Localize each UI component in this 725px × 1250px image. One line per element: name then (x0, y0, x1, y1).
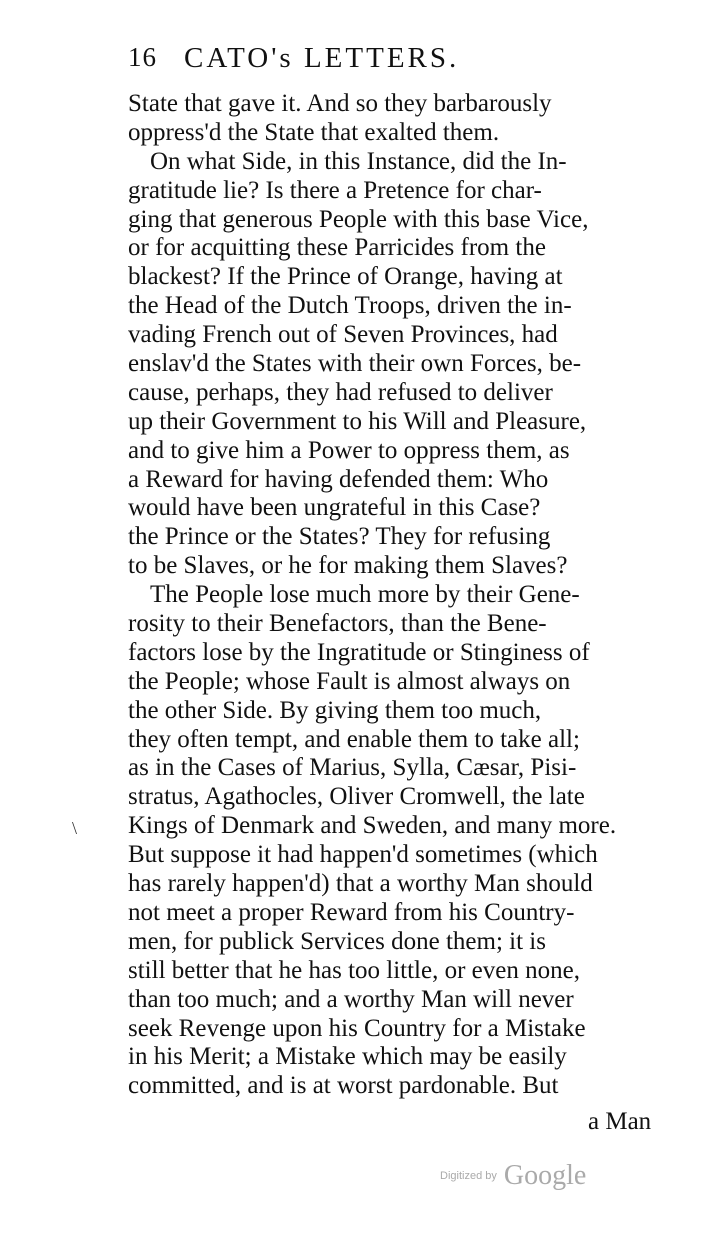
text-line: the Head of the Dutch Troops, driven the in- (128, 292, 572, 320)
text-line: State that gave it. And so they barbarously (128, 90, 552, 117)
page-number: 16 (128, 42, 157, 72)
text-line: cause, perhaps, they had refused to deliver (128, 378, 553, 406)
text-line: or for acquitting these Parricides from the (128, 234, 546, 262)
body-text (128, 90, 688, 1101)
text-line: On what Side, in this Instance, did the In- (150, 147, 567, 175)
page-header (128, 42, 598, 82)
text-line: blackest? If the Prince of Orange, having at (128, 263, 563, 291)
text-line: enslav'd the States with their own Forces, be- (128, 350, 582, 378)
text-line: seek Revenge upon his Country for a Mistake (128, 1014, 586, 1042)
digitized-watermark (440, 1160, 586, 1192)
text-line: not meet a proper Reward from his Country- (128, 898, 575, 926)
text-line: men, for publick Services done them; it is (128, 927, 546, 955)
text-line: than too much; and a worthy Man will never (128, 985, 574, 1013)
stray-mark: \ (72, 818, 78, 838)
text-line: the People; whose Fault is almost always on (128, 667, 571, 695)
text-line: ging that generous People with this base Vice, (128, 205, 589, 233)
text-line: a Reward for having defended them: Who (128, 465, 549, 493)
text-line: the Prince or the States? They for refusing (128, 523, 551, 551)
text-line: gratitude lie? Is there a Pretence for char- (128, 176, 542, 204)
text-line: factors lose by the Ingratitude or Stinginess of (128, 638, 590, 666)
text-line: would have been ungrateful in this Case? (128, 494, 541, 522)
watermark-brand: Google (503, 1160, 587, 1191)
text-line: and to give him a Power to oppress them, as (128, 436, 570, 464)
text-line: the other Side. By giving them too much, (128, 696, 542, 724)
text-line: as in the Cases of Marius, Sylla, Cæsar, Pisi- (128, 754, 577, 782)
catchword: a Man (588, 1108, 652, 1135)
text-line: has rarely happen'd) that a worthy Man should (128, 870, 593, 898)
text-line: they often tempt, and enable them to take all; (128, 725, 580, 753)
text-line: Kings of Denmark and Sweden, and many more. (128, 812, 617, 840)
text-line: vading French out of Seven Provinces, had (128, 321, 558, 349)
text-line: in his Merit; a Mistake which may be easily (128, 1043, 567, 1071)
text-line: up their Government to his Will and Pleasure, (128, 407, 587, 435)
watermark-small-text: Digitized by (440, 1170, 497, 1182)
text-line: still better that he has too little, or even none, (128, 956, 580, 984)
text-line: oppress'd the State that exalted them. (128, 118, 500, 146)
text-line: The People lose much more by their Gene- (150, 581, 580, 609)
text-line: committed, and is at worst pardonable. But (128, 1072, 559, 1100)
text-line: rosity to their Benefactors, than the Bene- (128, 610, 547, 638)
text-line: But suppose it had happen'd sometimes (which (128, 841, 598, 869)
text-line: to be Slaves, or he for making them Slaves? (128, 552, 568, 580)
running-title: CATO's LETTERS. (184, 42, 460, 74)
text-line: stratus, Agathocles, Oliver Cromwell, the late (128, 783, 585, 811)
